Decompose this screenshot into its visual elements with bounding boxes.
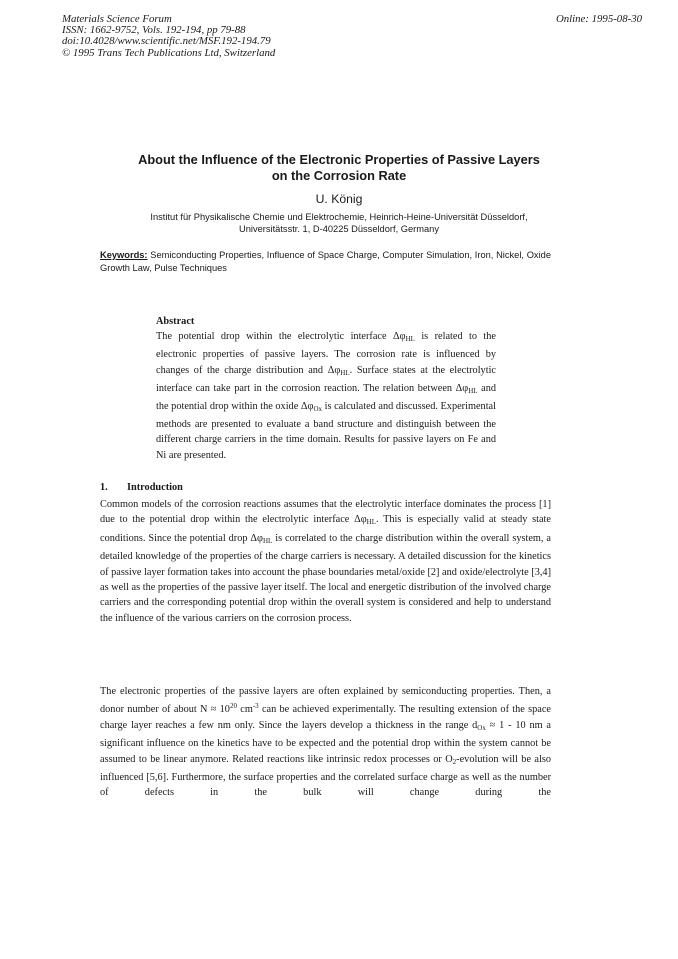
title-line-2: on the Corrosion Rate [271,167,407,183]
title-line-1: About the Influence of the Electronic Properties of Passive Layers [138,152,540,167]
doi-link[interactable]: doi:10.4028/www.scientific.net/MSF.192-194.79 [62,35,271,48]
keywords-text: Semiconducting Properties, Influence of Space Charge, Computer Simulation, Iron, Nickel, Oxide Growth Law, Pulse Techniques [100,250,551,273]
issn-line: ISSN: 1662-9752, Vols. 192-194, pp 79-88 [62,24,246,37]
abstract [156,314,496,463]
journal-header [62,14,422,59]
affiliation-line-2: Universitätsstr. 1, D-40225 Düsseldorf, Germany [239,224,439,234]
section-number: 1. [100,482,108,493]
section-title: Introduction [127,482,183,493]
intro-paragraph-2: The electronic properties of the passive layers are often explained by semiconducting properties. Then, a donor number of about $N \approx 10^{20}$ $cm^{-3}$ can be achieved experimentally. The resulting extension of the space charge layer reaches a few nm only. Since the layers develop a thickness in the range $d_{Ox} \approx 1 - 10$ nm a significant influence on the kinetics have to be expected and the potential drop within the system cannot be assumed to be linear anymore. Related reactions like intrinsic redox processes or $O_2$-evolution will be also influenced [5,6]. Furthermore, the surface properties and the correlated surface charge as well as the number of defects in the bulk will change during the [100,686,552,799]
keywords [100,249,551,274]
intro-paragraph-1: Common models of the corrosion reactions assumes that the electrolytic interface dominates the process [1] due to the potential drop within the electrolytic interface $\Delta\varphi_{HL}$. This is especially valid at steady state conditions. Since the potential drop $\Delta\varphi_{HL}$ is correlated to the charge distribution within the overall system, a detailed knowledge of the properties of the charge carriers is necessary. A detailed discussion for the kinetics of passive layer formation takes into account the phase boundaries metal/oxide [2] and oxide/electrolyte [3,4] as well as the properties of the passive layer itself. The local and energetic distribution of the involved charge carriers and the corresponding potential drop within the overall system is considered and help to understand the influence of the various carriers on the corrosion process. [100,499,551,624]
journal-name: Materials Science Forum [62,13,172,25]
affiliation-line-1: Institut für Physikalische Chemie und Elektrochemie, Heinrich-Heine-Universität Düsseldorf, [150,212,528,222]
copyright-line: © 1995 Trans Tech Publications Ltd, Switzerland [62,46,276,59]
section-heading-introduction [100,482,183,493]
keywords-label: Keywords: [100,250,148,260]
abstract-text: The potential drop within the electrolytic interface $\Delta\varphi_{HL}$ is related to the electronic properties of passive layers. The corrosion rate is influenced by changes of the charge distribution and $\Delta\varphi_{HL}$. Surface states at the electrolytic interface can take part in the corrosion reaction. The relation between $\Delta\varphi_{HL}$ and the potential drop within the oxide $\Delta\varphi_{Ox}$ is calculated and discussed. Experimental methods are presented to evaluate a band structure and distinguish between the different charge carriers in the time domain. Results for passive layers on Fe and Ni are presented. [156,331,497,461]
author-name: U. König [315,192,363,206]
online-date: Online: 1995-08-30 [555,13,642,25]
paper-title [60,152,618,183]
abstract-heading: Abstract [156,316,195,327]
affiliation [100,211,578,235]
